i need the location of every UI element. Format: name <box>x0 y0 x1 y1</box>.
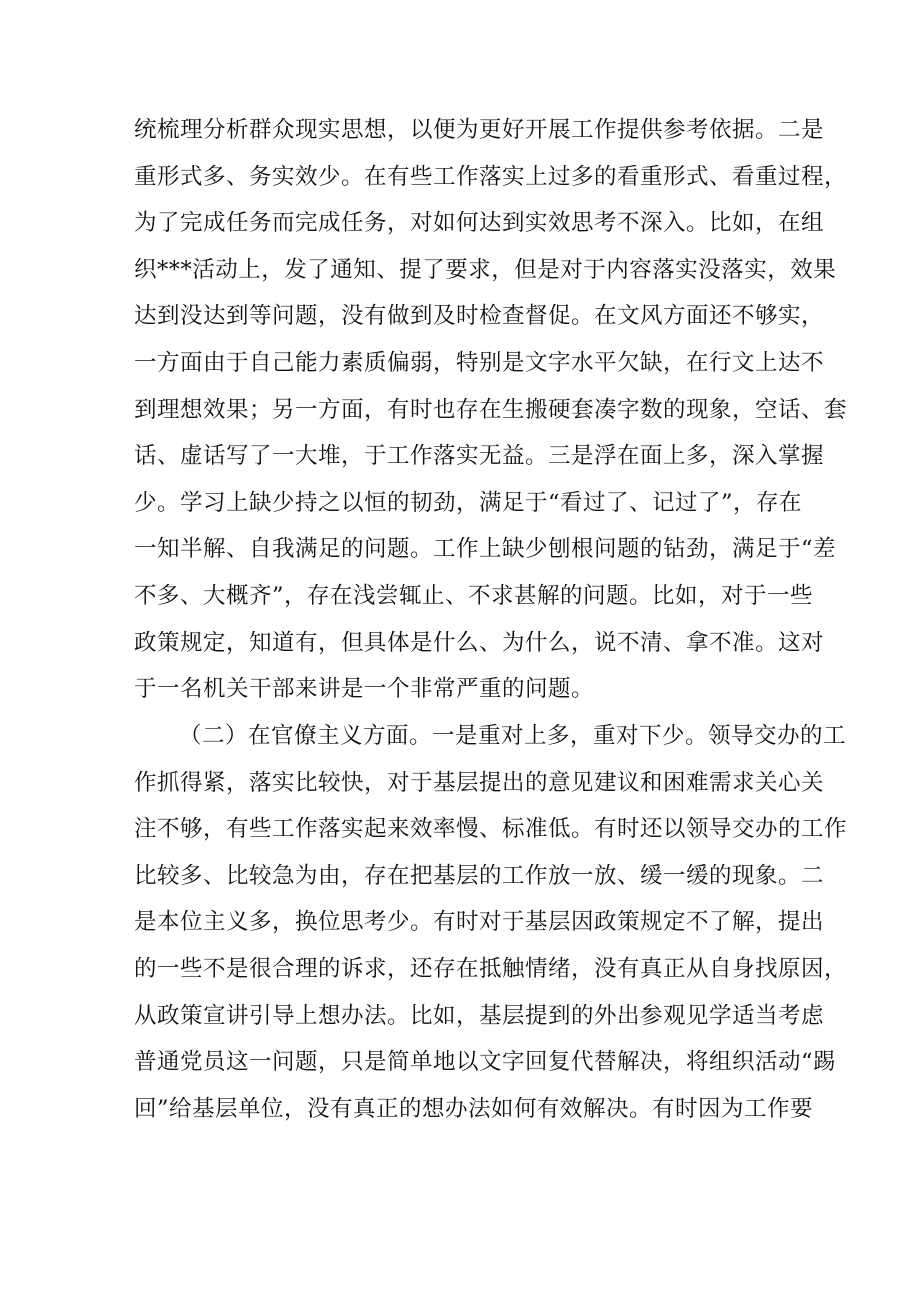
paragraph-line: 于一名机关干部来讲是一个非常严重的问题。 <box>134 676 595 703</box>
paragraph-line: 一方面由于自己能力素质偏弱，特别是文字水平欠缺，在行文上达不 <box>134 349 825 376</box>
paragraph-line: 回”给基层单位，没有真正的想办法如何有效解决。有时因为工作要 <box>134 1095 814 1122</box>
paragraph-line: 是本位主义多，换位思考少。有时对于基层因政策规定不了解，提出 <box>134 909 825 936</box>
paragraph-line: 为了完成任务而完成任务，对如何达到实效思考不深入。比如，在组 <box>134 210 825 237</box>
paragraph-line: （二）在官僚主义方面。一是重对上多，重对下少。领导交办的工 <box>179 723 847 749</box>
paragraph-line: 普通党员这一问题，只是简单地以文字回复代替解决，将组织活动“踢 <box>134 1049 837 1076</box>
paragraph-line: 统梳理分析群众现实思想，以便为更好开展工作提供参考依据。二是 <box>134 117 825 143</box>
paragraph-line: 话、虚话写了一大堆，于工作落实无益。三是浮在面上多，深入掌握 <box>134 443 825 470</box>
paragraph-line: 的一些不是很合理的诉求，还存在抵触情绪，没有真正从自身找原因， <box>134 955 848 982</box>
paragraph-line: 注不够，有些工作落实起来效率慢、标准低。有时还以领导交办的工作 <box>134 816 848 843</box>
paragraph-line: 比较多、比较急为由，存在把基层的工作放一放、缓一缓的现象。二 <box>134 862 825 889</box>
paragraph-line: 从政策宣讲引导上想办法。比如，基层提到的外出参观见学适当考虑 <box>134 1002 825 1029</box>
paragraph-line: 政策规定，知道有，但具体是什么、为什么，说不清、拿不准。这对 <box>134 629 825 656</box>
paragraph-1 <box>134 107 848 713</box>
paragraph-line: 达到没达到等问题，没有做到及时检查督促。在文风方面还不够实， <box>134 303 825 330</box>
paragraph-line: 作抓得紧，落实比较快，对于基层提出的意见建议和困难需求关心关 <box>134 769 825 796</box>
paragraph-line: 一知半解、自我满足的问题。工作上缺少刨根问题的钻劲，满足于“差 <box>134 536 837 563</box>
paragraph-line: 重形式多、务实效少。在有些工作落实上过多的看重形式、看重过程， <box>134 163 848 190</box>
paragraph-line: 少。学习上缺少持之以恒的韧劲，满足于“看过了、记过了”，存在 <box>134 489 803 516</box>
paragraph-line: 织***活动上，发了通知、提了要求，但是对于内容落实没落实，效果 <box>134 256 837 283</box>
paragraph-line: 到理想效果；另一方面，有时也存在生搬硬套凑字数的现象，空话、套 <box>134 396 848 423</box>
paragraph-line: 不多、大概齐”，存在浅尝辄止、不求甚解的问题。比如，对于一些 <box>134 582 814 609</box>
paragraph-2 <box>134 713 848 1132</box>
